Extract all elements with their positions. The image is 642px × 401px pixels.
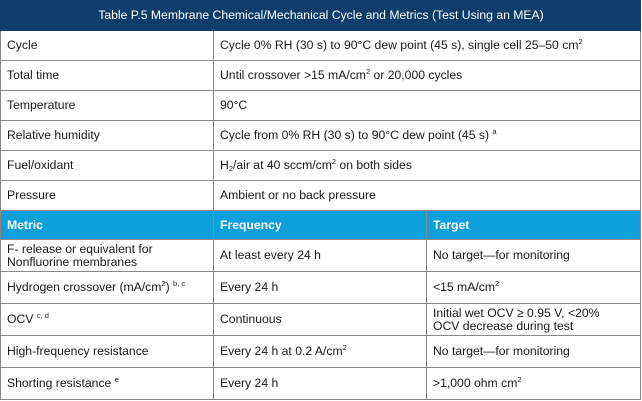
metric-row-shorting-resistance	[1, 368, 641, 400]
target-cell: No target—for monitoring	[427, 336, 641, 368]
metric-row-high-frequency-resistance	[1, 336, 641, 368]
condition-row-cycle	[1, 31, 641, 61]
condition-label: Total time	[1, 61, 214, 91]
condition-value: Cycle 0% RH (30 s) to 90°C dew point (45 s), single cell 25–50 $cm^2$	[214, 31, 641, 61]
frequency-cell: Every 24 h at 0.2 $A/cm^2$	[214, 336, 427, 368]
condition-label: Cycle	[1, 31, 214, 61]
metric-row-hydrogen-crossover	[1, 272, 641, 304]
condition-row-relative-humidity	[1, 121, 641, 151]
metric-cell: OCV $^{c, d}$	[1, 304, 214, 336]
target-cell: >1,000 ohm $cm^2$	[427, 368, 641, 400]
target-cell: Initial wet OCV ≥ 0.95 V, <20% OCV decrease during test	[427, 304, 641, 336]
metric-cell: Hydrogen crossover $(mA/cm^2)$ $^{b, c}$	[1, 272, 214, 304]
column-header-frequency: Frequency	[214, 211, 427, 240]
column-header-target: Target	[427, 211, 641, 240]
metric-cell: Shorting resistance $^e$	[1, 368, 214, 400]
metric-cell: High-frequency resistance	[1, 336, 214, 368]
frequency-cell: Continuous	[214, 304, 427, 336]
condition-value: Until crossover >15 $mA/cm^2$ or 20,000 cycles	[214, 61, 641, 91]
condition-row-temperature	[1, 91, 641, 121]
frequency-cell: At least every 24 h	[214, 240, 427, 272]
metric-row-ocv	[1, 304, 641, 336]
condition-value: Cycle from 0% RH (30 s) to 90°C dew point (45 s) $^a$	[214, 121, 641, 151]
condition-row-fuel-oxidant	[1, 151, 641, 181]
target-cell: No target—for monitoring	[427, 240, 641, 272]
metrics-header-row	[1, 211, 641, 240]
table-title-row	[1, 1, 641, 31]
table-title: Table P.5 Membrane Chemical/Mechanical Cycle and Metrics (Test Using an MEA)	[1, 1, 641, 31]
column-header-metric: Metric	[1, 211, 214, 240]
condition-value: Ambient or no back pressure	[214, 181, 641, 211]
condition-label: Fuel/oxidant	[1, 151, 214, 181]
frequency-cell: Every 24 h	[214, 272, 427, 304]
condition-row-total-time	[1, 61, 641, 91]
condition-value: 90°C	[214, 91, 641, 121]
frequency-cell: Every 24 h	[214, 368, 427, 400]
condition-row-pressure	[1, 181, 641, 211]
target-cell: <15 $mA/cm^2$	[427, 272, 641, 304]
metric-cell: F- release or equivalent for Nonfluorine membranes	[1, 240, 214, 272]
condition-label: Pressure	[1, 181, 214, 211]
condition-value: $H_2$/air at 40 sccm/$cm^2$ on both sides	[214, 151, 641, 181]
condition-label: Temperature	[1, 91, 214, 121]
condition-label: Relative humidity	[1, 121, 214, 151]
metric-row-f-release	[1, 240, 641, 272]
